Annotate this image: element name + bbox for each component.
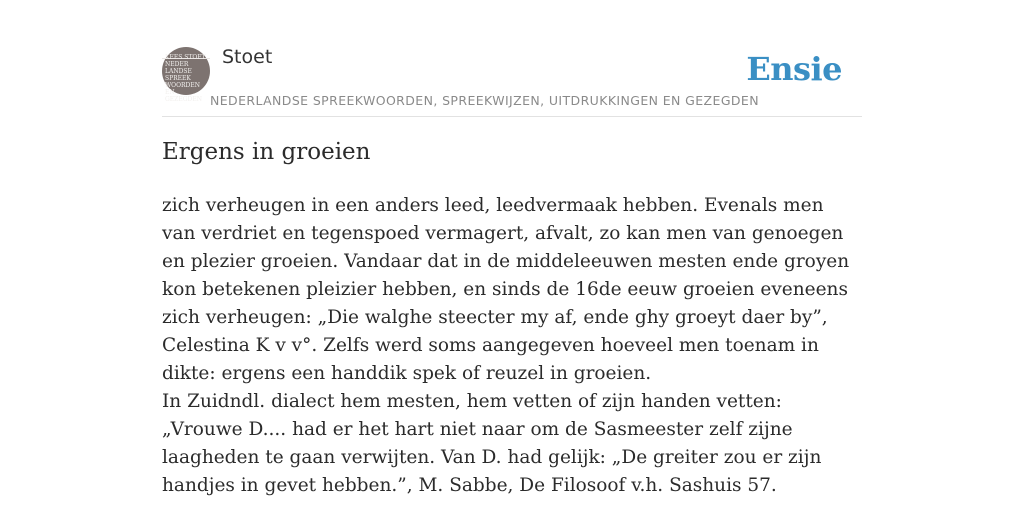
source-subtitle: NEDERLANDSE SPREEKWOORDEN, SPREEKWIJZEN, UITDRUKKINGEN EN GEZEGDEN xyxy=(210,93,759,108)
author-name-link[interactable]: Stoet xyxy=(222,46,273,68)
entry-body xyxy=(162,192,862,500)
avatar-book-cover-text: KEES STOET NEDER LANDSE SPREEK WOORDEN EN GEZEGDEN xyxy=(165,54,206,103)
author-header xyxy=(162,44,862,117)
entry-title: Ergens in groeien xyxy=(162,139,371,165)
ensie-logo[interactable]: Ensie xyxy=(746,50,842,88)
entry-paragraph: In Zuidndl. dialect hem mesten, hem vetten of zijn handen vetten: „Vrouwe D.... had er het hart niet naar om de Sasmeester zelf zijne laagheden te gaan verwijten. Van D. had gelijk: „De greiter zou er zijn handjes in gevet hebben.”, M. Sabbe, De Filosoof v.h. Sashuis 57. xyxy=(162,391,822,496)
avatar[interactable] xyxy=(162,47,210,103)
entry-paragraph: zich verheugen in een anders leed, leedvermaak hebben. Evenals men van verdriet en tegenspoed vermagert, afvalt, zo kan men van genoegen en plezier groeien. Vandaar dat in de middeleeuwen mesten ende groyen kon betekenen pleizier hebben, en sinds de 16de eeuw groeien eveneens zich verheugen: „Die walghe steecter my af, ende ghy groeyt daer by”, Celestina K v v°. Zelfs werd soms aangegeven hoeveel men toenam in dikte: ergens een handdik spek of reuzel in groeien. xyxy=(162,195,850,384)
